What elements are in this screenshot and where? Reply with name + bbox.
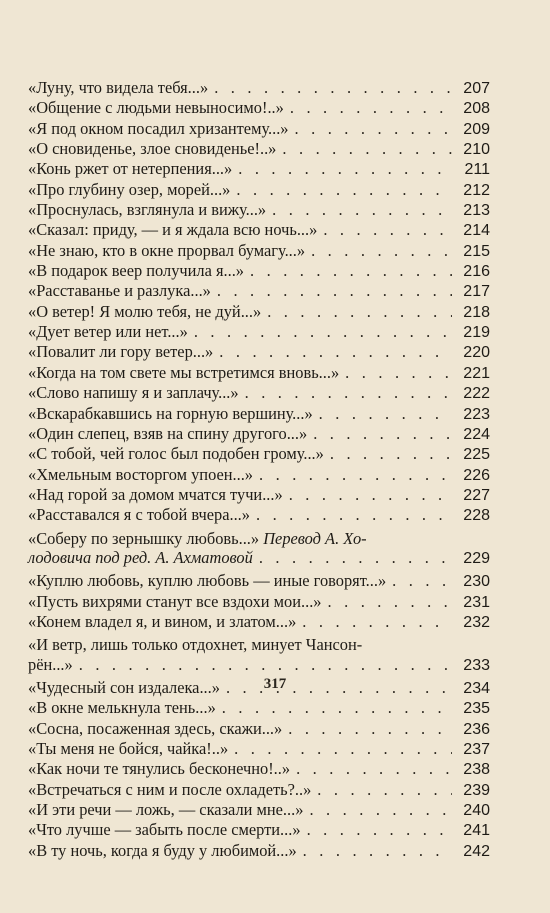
dot-leader	[261, 302, 452, 321]
toc-entry-title: «Соберу по зернышку любовь...»	[28, 528, 260, 548]
toc-entry-title: «Конь ржет от нетерпения...»	[28, 159, 233, 179]
toc-entry	[28, 98, 490, 118]
toc-entry	[28, 383, 490, 403]
toc-entry	[28, 261, 490, 281]
dot-leader	[73, 655, 452, 674]
toc-page-number: 221	[463, 364, 490, 382]
toc-entry-title: «Вскарабкавшись на горную вершину...»	[28, 403, 313, 423]
toc-entry-title: «Сказал: приду, — и я ждала всю ночь...»	[28, 220, 318, 240]
toc-entry-title: «Про глубину озер, морей...»	[28, 179, 231, 199]
toc-entry-title: «Что лучше — забыть после смерти...»	[28, 820, 301, 840]
toc-page-number: 219	[463, 324, 490, 342]
toc-entry-229	[28, 529, 490, 569]
toc-entry	[28, 505, 490, 525]
toc-entry-title: «Чудесный сон издалека...»	[28, 677, 220, 697]
toc-entry	[28, 800, 490, 820]
toc-entry-title: «Расставался я с тобой вчера...»	[28, 505, 250, 525]
toc-page-number: 212	[463, 181, 490, 199]
toc-page-number: 242	[463, 842, 490, 860]
toc-entry	[28, 139, 490, 159]
dot-leader	[301, 820, 452, 839]
toc-page-number: 217	[463, 283, 490, 301]
toc-group	[28, 678, 490, 861]
dot-leader	[317, 220, 452, 239]
toc-entry	[28, 841, 490, 861]
toc-entry-title: «Я под окном посадил хризантему...»	[28, 118, 289, 138]
toc-entry-title: «Когда на том свете мы встретимся вновь...»	[28, 362, 340, 382]
toc-page-number: 214	[463, 222, 490, 240]
toc-entry-title: «Не знаю, кто в окне прорвал бумагу...»	[28, 240, 306, 260]
toc-entry	[28, 820, 490, 840]
toc-page-number: 229	[463, 549, 490, 567]
toc-page-number: 220	[463, 344, 490, 362]
toc-entry	[28, 780, 490, 800]
toc-entry-title: «Дует ветер или нет...»	[28, 322, 188, 342]
toc-entry-title: «Расставанье и разлука...»	[28, 281, 211, 301]
toc-entry-title: «О сновиденье, злое сновиденье!..»	[28, 139, 277, 159]
toc-entry-title: «В ту ночь, когда я буду у любимой...»	[28, 840, 297, 860]
toc-entry-233	[28, 635, 490, 675]
dot-leader	[253, 465, 452, 484]
toc-entry	[28, 220, 490, 240]
toc-page-number: 208	[463, 100, 490, 118]
dot-leader	[311, 780, 452, 799]
dot-leader	[339, 363, 452, 382]
toc-entry	[28, 444, 490, 464]
toc-entry-title: «Встречаться с ним и после охладеть?..»	[28, 779, 312, 799]
dot-leader	[216, 698, 452, 717]
dot-leader	[239, 383, 452, 402]
toc-entry-title: «Конем владел я, и вином, и златом...»	[28, 611, 297, 631]
toc-entry-title: «Хмельным восторгом упоен...»	[28, 464, 253, 484]
toc-entry	[28, 719, 490, 739]
toc-page-number: 213	[463, 202, 490, 220]
toc-page-number: 222	[463, 385, 490, 403]
page-folio: 317	[263, 676, 287, 692]
dot-leader	[284, 98, 452, 117]
toc-page-number: 238	[463, 761, 490, 779]
toc-entry	[28, 180, 490, 200]
toc-entry-line	[28, 548, 490, 568]
toc-entry	[28, 485, 490, 505]
toc-entry	[28, 404, 490, 424]
dot-leader	[266, 200, 452, 219]
dot-leader	[313, 404, 452, 423]
toc-entry	[28, 759, 490, 779]
toc-page-number: 225	[463, 446, 490, 464]
toc-page-number: 226	[463, 466, 490, 484]
toc-entry-title: «Ты меня не бойся, чайка!..»	[28, 739, 229, 758]
toc-entry-title: «В подарок веер получила я...»	[28, 261, 244, 281]
toc-entry	[28, 78, 490, 98]
dot-leader	[276, 139, 452, 158]
toc-entry	[28, 342, 490, 362]
dot-leader	[253, 548, 452, 567]
toc-group	[28, 571, 490, 632]
toc-entry-title: «Повалит ли гору ветер...»	[28, 342, 214, 362]
dot-leader	[250, 505, 452, 524]
toc-page-number: 209	[463, 120, 490, 138]
toc-page-number: 227	[463, 486, 490, 504]
dot-leader	[303, 800, 452, 819]
toc-page-number: 223	[463, 405, 490, 423]
toc-entry	[28, 612, 490, 632]
toc-entry	[28, 698, 490, 718]
dot-leader	[244, 261, 452, 280]
toc-page-number: 233	[463, 656, 490, 674]
toc-page-number: 207	[463, 80, 490, 97]
toc-page-number: 215	[463, 242, 490, 260]
toc-entry-title: «Куплю любовь, куплю любовь — иные говорят...»	[28, 571, 387, 591]
toc-entry-title: «Пусть вихрями станут все вздохи мои...»	[28, 591, 322, 611]
dot-leader	[386, 571, 452, 590]
dot-leader	[296, 612, 452, 631]
translator-note: Перевод А. Хо-	[263, 528, 367, 548]
toc-page-number: 237	[463, 741, 490, 758]
toc-entry-title: «Как ночи те тянулись бесконечно!..»	[28, 759, 291, 779]
toc-entry-title: «Один слепец, взяв на спину другого...»	[28, 423, 308, 443]
dot-leader	[228, 739, 452, 758]
toc-entry-line	[28, 655, 490, 675]
toc-entry-title-cont: рён...»	[28, 654, 73, 674]
toc-page-number: 239	[463, 781, 490, 799]
toc-page-number: 224	[463, 425, 490, 443]
toc-entry	[28, 159, 490, 179]
toc-entry	[28, 241, 490, 261]
toc-page-number: 211	[464, 161, 490, 179]
toc-entry-title: «Проснулась, взглянула и вижу...»	[28, 200, 267, 220]
toc-entry	[28, 119, 490, 139]
toc-page-number: 210	[463, 141, 490, 159]
toc-entry	[28, 363, 490, 383]
toc-page-number: 234	[463, 679, 490, 697]
toc-entry	[28, 592, 490, 612]
dot-leader	[213, 342, 452, 361]
dot-leader	[211, 281, 452, 300]
dot-leader	[208, 78, 452, 97]
dot-leader	[282, 719, 452, 738]
toc-page-number: 232	[463, 613, 490, 631]
toc-page-number: 241	[463, 822, 490, 840]
toc-entry	[28, 281, 490, 301]
toc-entry	[28, 465, 490, 485]
toc-entry-title: «Общение с людьми невыносимо!..»	[28, 98, 284, 118]
toc-entry	[28, 571, 490, 591]
toc-page-number: 236	[463, 720, 490, 738]
dot-leader	[289, 119, 453, 138]
dot-leader	[307, 424, 452, 443]
dot-leader	[232, 159, 452, 178]
toc-page-number: 231	[463, 593, 490, 611]
toc-group	[28, 78, 490, 526]
toc-entry-line	[28, 529, 490, 548]
toc-entry	[28, 424, 490, 444]
toc-entry-title: «Слово напишу я и заплачу...»	[28, 383, 239, 403]
toc-entry-line: «И ветр, лишь только отдохнет, минует Чансон-	[28, 635, 363, 655]
toc-entry	[28, 322, 490, 342]
dot-leader	[324, 444, 452, 463]
toc-entry	[28, 739, 490, 759]
toc-entry	[28, 200, 490, 220]
toc-entry-title: «Сосна, посаженная здесь, скажи...»	[28, 718, 283, 738]
toc-entry-title: «И эти речи — ложь, — сказали мне...»	[28, 800, 304, 820]
toc-entry-title: «Над горой за домом мчатся тучи...»	[28, 484, 283, 504]
translator-note-cont: лодовича под ред. А. Ахматовой	[28, 547, 253, 567]
toc-entry-title: «В окне мелькнула тень...»	[28, 698, 216, 718]
dot-leader	[290, 759, 452, 778]
table-of-contents	[28, 78, 490, 861]
toc-page-number: 216	[463, 263, 490, 281]
toc-page-number: 218	[463, 303, 490, 321]
dot-leader	[322, 592, 453, 611]
toc-page-number: 240	[463, 802, 490, 820]
toc-page-number: 230	[463, 573, 490, 591]
toc-entry-title: «С тобой, чей голос был подобен грому...»	[28, 444, 324, 464]
toc-page-number: 228	[463, 507, 490, 525]
dot-leader	[188, 322, 452, 341]
dot-leader	[230, 180, 452, 199]
toc-entry-title: «Луну, что видела тебя...»	[28, 78, 209, 97]
toc-entry-title: «О ветер! Я молю тебя, не дуй...»	[28, 301, 262, 321]
dot-leader	[297, 841, 452, 860]
toc-page-number: 235	[463, 700, 490, 718]
toc-entry	[28, 302, 490, 322]
dot-leader	[283, 485, 452, 504]
dot-leader	[305, 241, 452, 260]
